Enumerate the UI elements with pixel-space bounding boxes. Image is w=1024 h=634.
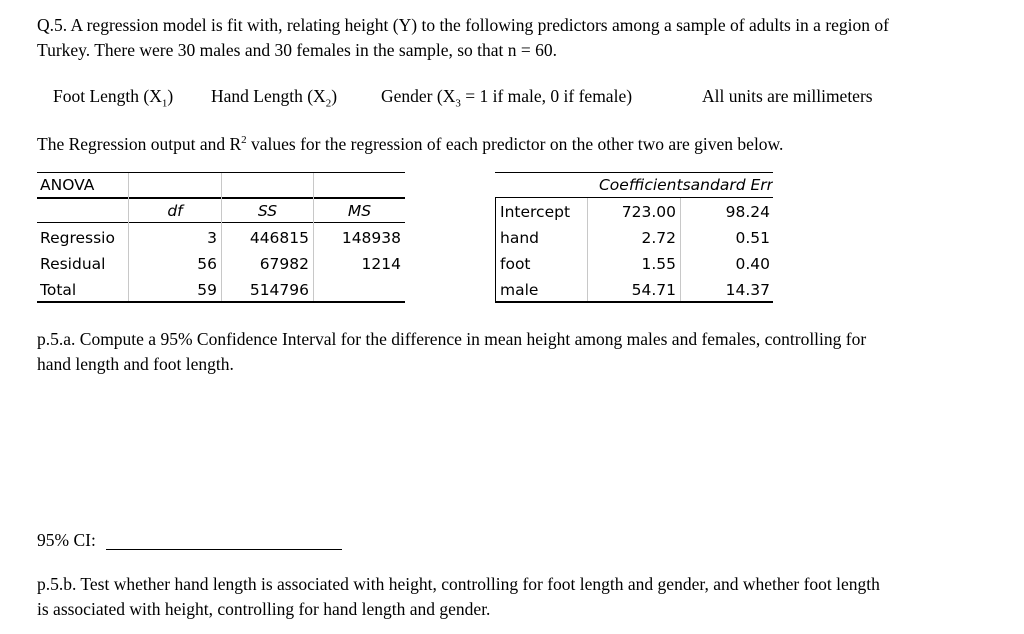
foot-subscript: 1 [161,97,168,110]
coef-cell-se: 0.51 [735,229,770,247]
coef-cell-se: 98.24 [725,203,770,221]
part-a-line-2: hand length and foot length. [37,354,234,374]
hand-subscript: 2 [325,97,332,110]
anova-cell-ss: 446815 [249,229,309,247]
anova-cell-ms: 1214 [361,255,401,273]
anova-cell-df: 3 [207,229,217,247]
coef-cell-estimate: 2.72 [641,229,676,247]
anova-title: ANOVA [40,176,95,194]
anova-cell-ms: 148938 [341,229,401,247]
anova-cell-df: 56 [197,255,217,273]
question-line-2: Turkey. There were 30 males and 30 females in the sample, so that n = 60. [37,40,558,60]
coef-row-label: hand [500,229,539,247]
coef-cell-estimate: 1.55 [641,255,676,273]
anova-cell-df: 59 [197,281,217,299]
coef-row-label: Intercept [500,203,571,221]
question-line-1: Q.5. A regression model is fit with, relating height (Y) to the following predictors among a sample of adults in a region of [37,15,889,35]
coef-left-border [495,198,496,301]
anova-header-df: df [167,202,183,220]
intro-pre: The Regression output and R [37,133,242,154]
part-b-line-2: is associated with height, controlling for hand length and gender. [37,599,491,619]
hand-close: ) [331,86,338,106]
hand-label: Hand Length (X [211,86,326,106]
ci-label: 95% CI: [37,530,96,550]
ci-answer-blank[interactable] [106,549,342,550]
coef-row-label: foot [500,255,531,273]
part-b-line-1: p.5.b. Test whether hand length is associated with height, controlling for foot length and gender, and whether foot length [37,574,880,594]
foot-close: ) [167,86,174,106]
coef-header-rule [495,197,773,198]
anova-row-label: Total [40,281,77,299]
gender-subscript: 3 [455,97,461,110]
units-note: All units are millimeters [702,86,873,106]
intro-post: values for the regression of each predictor on the other two are given below. [246,133,784,154]
anova-cell-ss: 67982 [259,255,309,273]
gender-close: = 1 if male, 0 if female) [460,86,633,106]
anova-header-ms: MS [347,202,372,220]
anova-cell-ss: 514796 [249,281,309,299]
coef-row-label: male [500,281,539,299]
coef-cell-se: 14.37 [725,281,770,299]
coef-cell-estimate: 54.71 [631,281,676,299]
coef-cell-estimate: 723.00 [621,203,676,221]
part-a-line-1: p.5.a. Compute a 95% Confidence Interval for the difference in mean height among males and females, controlling for [37,329,867,349]
coef-cell-se: 0.40 [735,255,770,273]
anova-row-label: Residual [40,255,106,273]
anova-row-label: Regressio [40,229,115,247]
foot-label: Foot Length (X [53,86,162,106]
part-b-text [37,572,880,622]
coef-header: Coefficientsandard Err [598,176,773,194]
intro-superscript: 2 [241,134,247,146]
part-a-text [37,327,866,377]
anova-header-ss: SS [257,202,278,220]
gender-label: Gender (X [381,86,456,106]
